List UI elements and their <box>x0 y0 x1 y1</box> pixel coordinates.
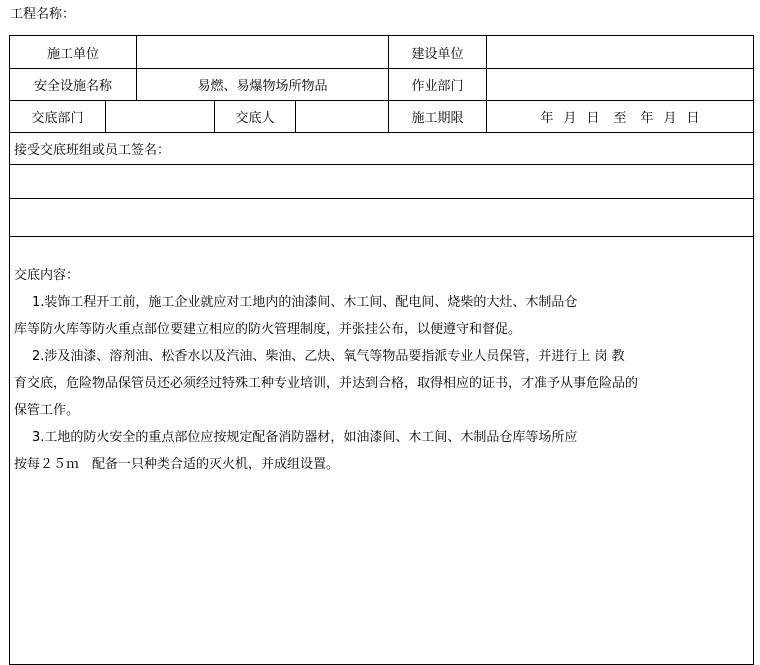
builder-unit-label: 建设单位 <box>411 46 464 62</box>
project-name-label: 工程名称： <box>10 7 76 22</box>
date-unit: 日 <box>586 110 600 126</box>
row-divider <box>10 236 753 237</box>
content-line: 库等防火库等防火重点部位要建立相应的防火管理制度，并张挂公布，以便遵守和督促。 <box>14 322 522 337</box>
content-line: 育交底，危险物品保管员还必须经过特殊工种专业培训，并达到合格，取得相应的证书，才准予从事危险品的 <box>14 376 639 391</box>
date-unit: 年 <box>540 110 554 126</box>
construction-unit-label: 施工单位 <box>46 46 99 62</box>
row-divider <box>10 198 753 199</box>
handover-dept-label: 交底部门 <box>31 110 84 126</box>
signature-field[interactable] <box>10 165 753 198</box>
handover-person-field[interactable] <box>296 100 388 132</box>
content-line: 1.装饰工程开工前，施工企业就应对工地内的油漆间、木工间、配电间、烧柴的大灶、木制品仓 <box>32 295 578 310</box>
date-separator: 至 <box>613 110 627 126</box>
work-dept-label: 作业部门 <box>411 78 464 94</box>
content-line: 保管工作。 <box>14 403 80 418</box>
period-label: 施工期限 <box>411 110 464 126</box>
handover-dept-field[interactable] <box>106 100 214 132</box>
signature-label: 接受交底班组或员工签名： <box>14 142 171 158</box>
content-line: 3.工地的防火安全的重点部位应按规定配备消防器材，如油漆间、木工间、木制品仓库等场所应 <box>32 430 578 445</box>
date-unit: 月 <box>663 110 677 126</box>
facility-name-label: 安全设施名称 <box>33 78 112 94</box>
content-line: 按每２５ｍ 配备一只种类合适的灭火机，并成组设置。 <box>14 457 340 472</box>
content-title: 交底内容： <box>14 268 80 283</box>
date-unit: 日 <box>686 110 700 126</box>
construction-unit-field[interactable] <box>137 36 388 68</box>
handover-form <box>9 35 754 665</box>
handover-content <box>10 262 755 478</box>
facility-name-value: 易燃、易爆物场所物品 <box>197 78 328 94</box>
work-dept-field[interactable] <box>487 68 753 100</box>
content-line: 2.涉及油漆、溶剂油、松香水以及汽油、柴油、乙炔、氧气等物品要指派专业人员保管，并进行上 岗 教 <box>32 349 625 364</box>
builder-unit-field[interactable] <box>487 36 753 68</box>
date-unit: 年 <box>640 110 654 126</box>
period-field[interactable] <box>487 100 753 132</box>
handover-person-label: 交底人 <box>235 110 275 126</box>
date-unit: 月 <box>563 110 577 126</box>
